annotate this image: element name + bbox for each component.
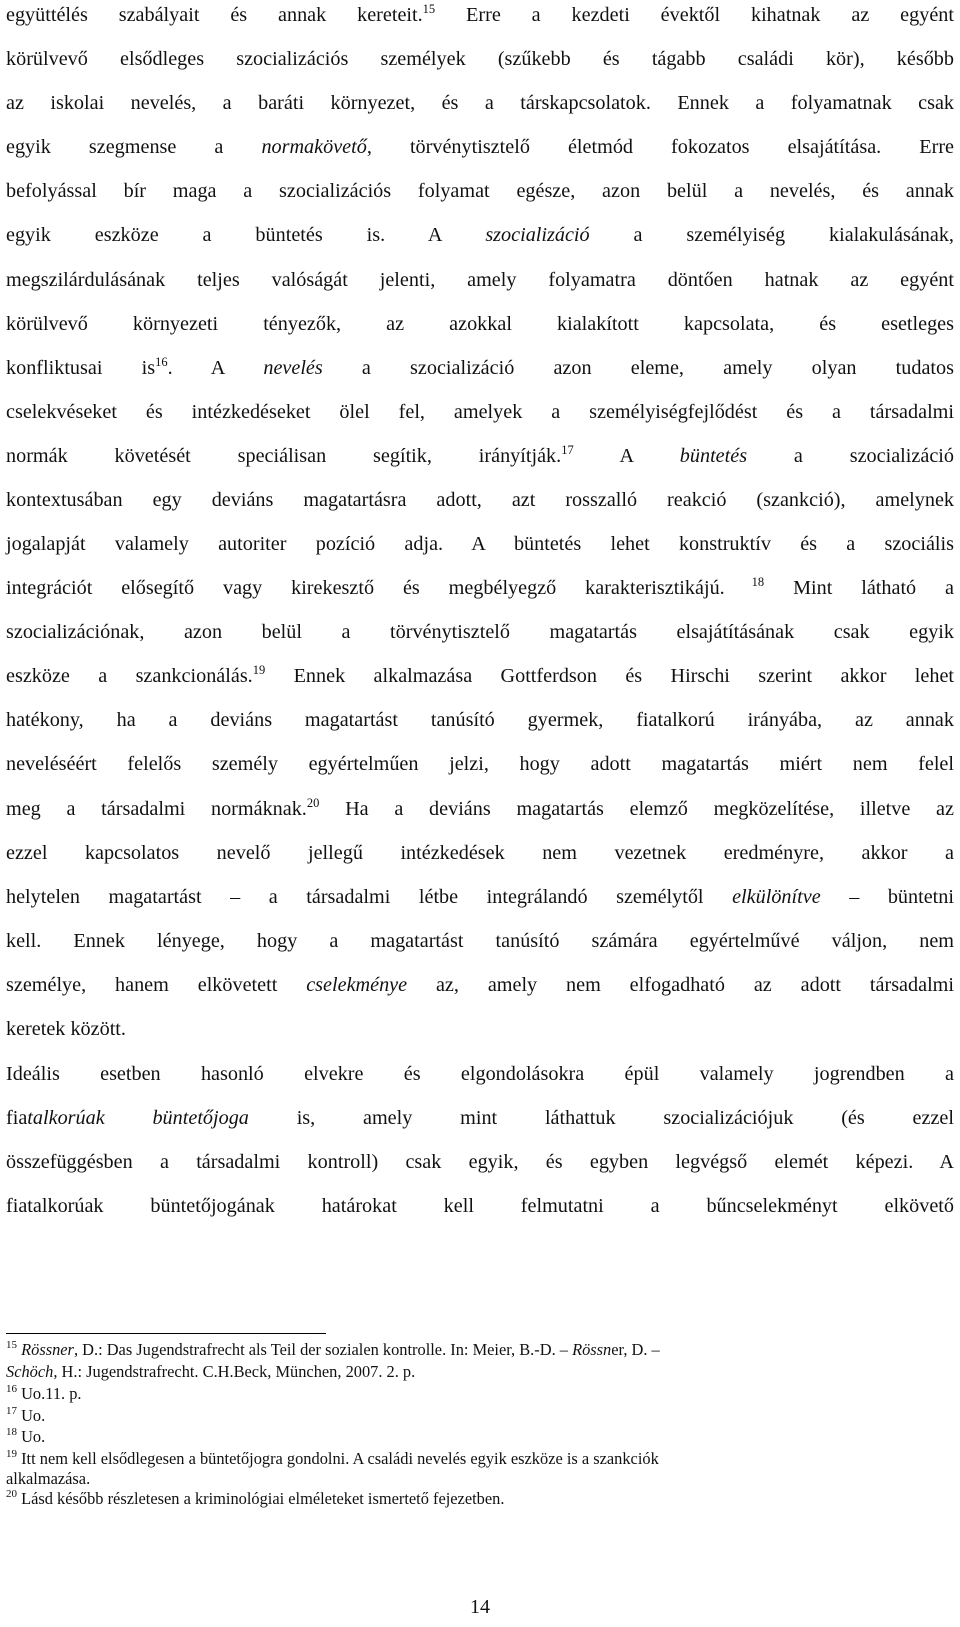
text-run: – büntetni — [820, 886, 954, 908]
emphasis-text: talkorúak büntetőjoga — [27, 1107, 249, 1129]
footnote-ref: 15 — [6, 1339, 17, 1351]
text-run: egyik szegmense a — [6, 136, 262, 158]
body-line — [6, 1105, 954, 1131]
emphasis-text: büntetés — [679, 445, 748, 467]
body-line — [6, 619, 954, 645]
text-run: is, amely mint láthattuk szocializációjuk (és ezzel — [248, 1107, 954, 1129]
text-run: Ideális esetben hasonló elvekre és elgondolásokra épül valamely jogrendben a — [6, 1063, 954, 1085]
footnote-line — [6, 1427, 906, 1447]
text-run: a személyiség kialakulásának, — [589, 224, 954, 246]
body-line — [6, 884, 954, 910]
text-run: megszilárdulásának teljes valóságát jelenti, amely folyamatra döntően hatnak az egyént — [6, 269, 954, 291]
body-line — [6, 796, 954, 822]
text-run: alkalmazása. — [6, 1469, 91, 1488]
body-line — [6, 222, 954, 248]
text-run: összefüggésben a társadalmi kontroll) csak egyik, és egyben legvégső elemét képezi. A — [6, 1151, 954, 1173]
body-line — [6, 1061, 954, 1087]
footnote-ref: 17 — [561, 443, 574, 457]
text-run: ezzel kapcsolatos nevelő jellegű intézkedések nem vezetnek eredményre, akkor a — [6, 842, 954, 864]
footnote-ref: 15 — [422, 2, 436, 16]
footnote-ref: 19 — [6, 1448, 17, 1460]
text-run: a szocializáció azon eleme, amely olyan tudatos — [322, 357, 954, 379]
footnote-ref: 17 — [6, 1405, 17, 1417]
text-run: . A — [167, 357, 264, 379]
emphasis-text: Rössn — [572, 1340, 612, 1359]
text-run: befolyással bír maga a szocializációs folyamat egésze, azon belül a nevelés, és annak — [6, 180, 954, 202]
text-run: körülvevő elsődleges szocializációs személyek (szűkebb és tágabb családi kör), később — [6, 48, 954, 70]
body-line — [6, 355, 954, 381]
text-run: integrációt elősegítő vagy kirekesztő és megbélyegző karakterisztikájú. — [6, 577, 725, 599]
text-run: helytelen magatartást – a társadalmi létbe integrálandó személytől — [6, 886, 733, 908]
footnote-ref: 16 — [6, 1383, 17, 1395]
text-run: egyik eszköze a büntetés is. A — [6, 224, 486, 246]
footnote-line — [6, 1384, 906, 1404]
text-run: eszköze a szankcionálás. — [6, 665, 253, 687]
text-run: neveléséért felelős személy egyértelműen jelzi, hogy adott magatartás miért nem felel — [6, 753, 954, 775]
text-run: A — [573, 445, 680, 467]
text-run: körülvevő környezeti tényezők, az azokkal kialakított kapcsolata, és esetleges — [6, 313, 954, 335]
text-run: személye, hanem elkövetett — [6, 974, 307, 996]
emphasis-text: Schöch, — [6, 1362, 58, 1381]
body-line — [6, 46, 954, 72]
body-line — [6, 90, 954, 116]
text-run: H.: Jugendstrafrecht. C.H.Beck, München, 2007. 2. p. — [57, 1362, 416, 1381]
text-run: cselekvéseket és intézkedéseket ölel fel, amelyek a személyiségfejlődést és a társadalmi — [6, 401, 954, 423]
footnote-ref: 20 — [6, 1488, 17, 1500]
body-line — [6, 1149, 954, 1175]
text-run: konfliktusai is — [6, 357, 156, 379]
text-run: meg a társadalmi normáknak. — [6, 798, 307, 820]
body-line — [6, 487, 954, 513]
body-line — [6, 1016, 954, 1042]
text-run: kontextusában egy deviáns magatartásra adott, azt rosszalló reakció (szankció), amelynek — [6, 489, 954, 511]
body-line — [6, 2, 954, 28]
text-run: Lásd később részletesen a kriminológiai elméleteket ismertető fejezetben. — [17, 1489, 505, 1508]
footnote-separator — [6, 1333, 326, 1334]
body-line — [6, 575, 954, 601]
text-run: fia — [6, 1107, 28, 1129]
body-line — [6, 972, 954, 998]
text-run: Erre a kezdeti évektől kihatnak az egyént — [435, 4, 954, 26]
text-run: együttélés szabályait és annak kereteit. — [6, 4, 423, 26]
emphasis-text: nevelés — [263, 357, 323, 379]
footnote-ref: 16 — [155, 355, 168, 369]
body-line — [6, 178, 954, 204]
body-line — [6, 928, 954, 954]
footnote-ref: 18 — [724, 575, 765, 589]
text-run: hatékony, ha a deviáns magatartást tanúsító gyermek, fiatalkorú irányába, az annak — [6, 709, 954, 731]
body-line — [6, 311, 954, 337]
text-run: Uo. — [17, 1427, 46, 1446]
emphasis-text: cselekménye — [306, 974, 408, 996]
text-run: Itt nem kell elsődlegesen a büntetőjogra gondolni. A családi nevelés egyik eszköze is a szankciók — [17, 1449, 659, 1468]
text-run: , D.: Das Jugendstrafrecht als Teil der sozialen kontrolle. In: Meier, B.-D. – — [73, 1340, 573, 1359]
text-run: szocializációnak, azon belül a törvénytisztelő magatartás elsajátításának csak egyik — [6, 621, 954, 643]
emphasis-text: elkülönítve — [732, 886, 821, 908]
body-line — [6, 267, 954, 293]
text-run: Ha a deviáns magatartás elemző megközelítése, illetve az — [319, 798, 954, 820]
body-line — [6, 531, 954, 557]
footnote-ref: 18 — [6, 1426, 17, 1438]
body-line — [6, 707, 954, 733]
body-line — [6, 751, 954, 777]
text-run: normák követését speciálisan segítik, irányítják. — [6, 445, 562, 467]
body-line — [6, 399, 954, 425]
emphasis-text: Rössner — [21, 1340, 74, 1359]
text-run: , törvénytisztelő életmód fokozatos elsajátítása. Erre — [366, 136, 954, 158]
body-line — [6, 134, 954, 160]
text-run: jogalapját valamely autoriter pozíció adja. A büntetés lehet konstruktív és a szociális — [6, 533, 954, 555]
footnote-line — [6, 1469, 906, 1489]
body-line — [6, 443, 954, 469]
body-line — [6, 840, 954, 866]
footnote-line — [6, 1362, 906, 1382]
text-run: kell. Ennek lényege, hogy a magatartást tanúsító számára egyértelművé váljon, nem — [6, 930, 954, 952]
footnote-line — [6, 1340, 906, 1360]
text-run: a szocializáció — [747, 445, 954, 467]
text-run: Uo.11. p. — [17, 1384, 82, 1403]
body-line — [6, 1193, 954, 1219]
text-run: Uo. — [17, 1406, 46, 1425]
text-run: er, D. – — [611, 1340, 660, 1359]
body-line — [6, 663, 954, 689]
text-run: keretek között. — [6, 1018, 126, 1040]
text-run: az iskolai nevelés, a baráti környezet, és a társkapcsolatok. Ennek a folyamatnak csak — [6, 92, 954, 114]
footnote-ref: 19 — [252, 663, 266, 677]
footnote-line — [6, 1489, 906, 1509]
text-run: Mint látható a — [764, 577, 954, 599]
page-number: 14 — [470, 1596, 490, 1618]
text-run: Ennek alkalmazása Gottferdson és Hirschi szerint akkor lehet — [265, 665, 955, 687]
text-run: fiatalkorúak büntetőjogának határokat kell felmutatni a bűncselekményt elkövető — [6, 1195, 954, 1217]
footnote-ref: 20 — [306, 796, 320, 810]
emphasis-text: szocializáció — [485, 224, 590, 246]
footnote-line — [6, 1449, 906, 1469]
emphasis-text: normakövető — [261, 136, 367, 158]
text-run: az, amely nem elfogadható az adott társadalmi — [407, 974, 954, 996]
footnote-line — [6, 1406, 906, 1426]
